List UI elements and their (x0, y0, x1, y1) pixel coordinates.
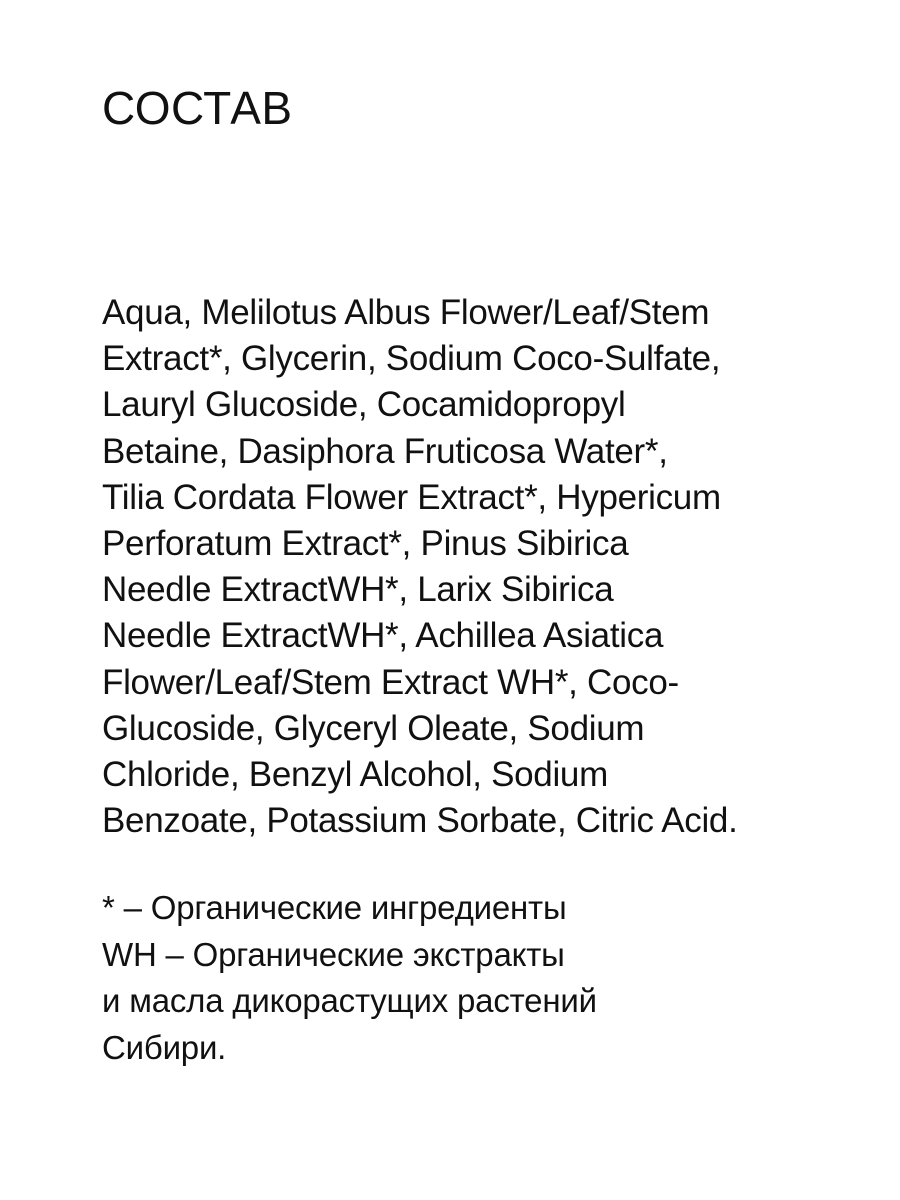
composition-page (102, 80, 822, 1071)
ingredients-line: Aqua, Melilotus Albus Flower/Leaf/Stem (102, 293, 710, 332)
ingredients-line: Betaine, Dasiphora Fruticosa Water*, (102, 431, 668, 471)
page-title: СОСТАВ (102, 82, 293, 134)
ingredients-line: Perforatum Extract*, Pinus Sibirica (102, 524, 629, 564)
ingredients-list (102, 290, 822, 844)
ingredients-line: Needle ExtractWH*, Larix Sibirica (102, 570, 614, 610)
footnote-line: WH – Органические экстракты (102, 935, 565, 973)
ingredients-line: Extract*, Glycerin, Sodium Coco-Sulfate, (102, 339, 721, 379)
footnote-line: и масла дикорастущих растений (102, 982, 597, 1020)
ingredients-line: Flower/Leaf/Stem Extract WH*, Coco- (102, 662, 679, 702)
footnote-line: Сибири. (102, 1028, 227, 1066)
footnotes (102, 885, 822, 1071)
ingredients-line: Benzoate, Potassium Sorbate, Citric Acid. (102, 801, 738, 841)
footnote-line: * – Органические ингредиенты (102, 889, 567, 927)
ingredients-line: Tilia Cordata Flower Extract*, Hypericum (102, 477, 721, 517)
ingredients-line: Chloride, Benzyl Alcohol, Sodium (102, 755, 608, 795)
ingredients-line: Needle ExtractWH*, Achillea Asiatica (102, 616, 664, 656)
ingredients-line: Glucoside, Glyceryl Oleate, Sodium (102, 708, 645, 748)
ingredients-line: Lauryl Glucoside, Cocamidopropyl (102, 385, 626, 425)
